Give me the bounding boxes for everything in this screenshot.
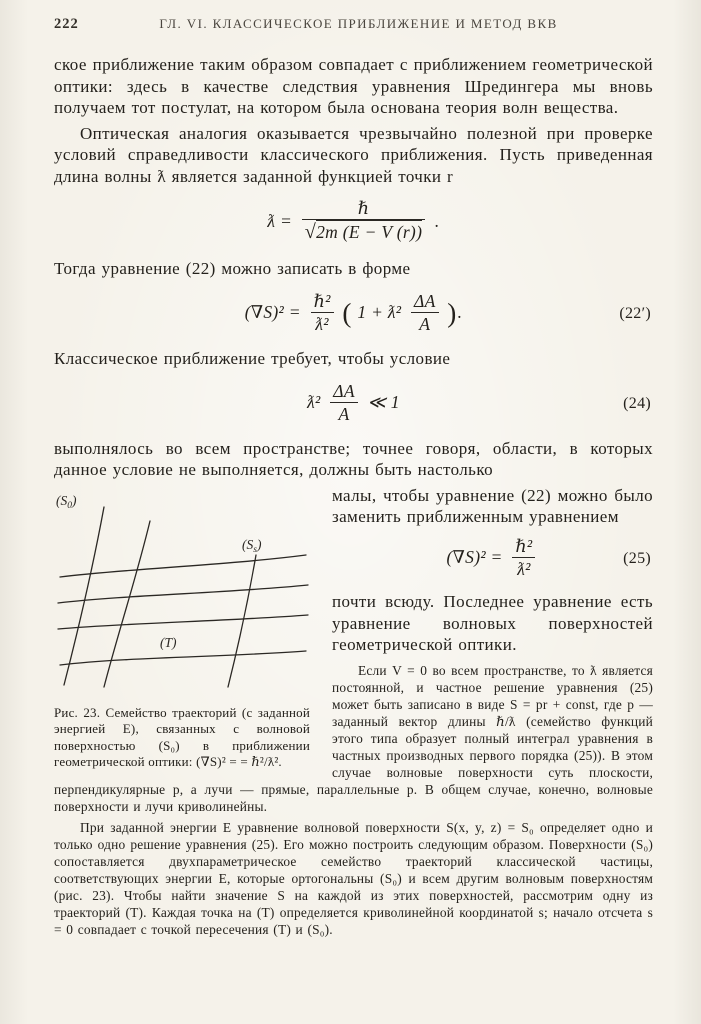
label-wave-surface-s0: $(S_0)$: [56, 492, 77, 511]
equation-period: .: [434, 211, 440, 232]
equation-reduced-wavelength: [54, 200, 653, 246]
figure-text-wrap: [54, 485, 653, 815]
fraction: [411, 291, 439, 334]
fraction-denominator: [302, 220, 425, 244]
paragraph-classical-condition: Классическое приближение требует, чтобы условие: [54, 349, 451, 369]
radical-sign: √: [304, 221, 317, 244]
fraction-numerator: ΔA: [411, 291, 439, 313]
chapter-title: ГЛ. VI. КЛАССИЧЕСКОЕ ПРИБЛИЖЕНИЕ И МЕТОД ВКВ: [159, 16, 558, 31]
equation-period: .: [457, 302, 463, 323]
wave-surface-middle-curve: [104, 521, 150, 687]
page-content: [54, 54, 653, 938]
paragraph-petit-v-zero: Если V = 0 во всем пространстве, то ƛ является постоянной, и частное решение уравнения (25) может быть записано в виде S = pr + const, где p — заданный вектор длины ℏ/ƛ (семейство функций этого типа образует полный интеграл уравнения в частных производных первого порядка (25)). В этом случае волновые поверхности суть плоскости, перпендикулярные p, а лучи — прямые, параллельные p. В общем случае, конечно, волновые поверхности и лучи криволинейны.: [54, 662, 653, 814]
fraction: [302, 198, 425, 244]
equation-lhs: (∇S)² =: [446, 547, 503, 568]
paragraph-fulfilled-everywhere: выполнялось во всем пространстве; точнее говоря, области, в которых данное условие не выполняется, должны быть настолько: [54, 438, 653, 480]
paragraph-optical-analogy: Оптическая аналогия оказывается чрезвычайно полезной при проверке условий справедливости классического приближения. Пусть приведенная длина волны ƛ является заданной функцией точки r: [54, 123, 653, 186]
wave-surface-s0-curve: [64, 507, 104, 685]
page-header: [54, 16, 653, 34]
equation-lhs: (∇S)² =: [244, 302, 301, 323]
paragraph-then-equation: Тогда уравнение (22) можно записать в форме: [54, 259, 411, 279]
fraction: [311, 291, 334, 334]
figure-23-drawing: [54, 491, 312, 693]
radicand: 2m (E − V (r)): [316, 222, 423, 243]
equation-lhs: ƛ =: [267, 211, 293, 232]
fraction-denominator: ƛ²: [517, 558, 531, 579]
trajectory-line-2: [58, 585, 308, 603]
equation-22-prime: [54, 290, 653, 336]
equation-25: [332, 538, 653, 581]
label-trajectory-t: (T): [160, 634, 177, 650]
trajectory-line-1: [60, 555, 306, 577]
paragraph-petit-given-energy: При заданной энергии E уравнение волновой поверхности S(x, y, z) = S₀ определяет одно и только одно решение уравнения (25). Его можно построить следующим образом. Поверхности (S₀) сопоставляется двухпараметрическое семейство траекторий классической частицы, соответствующих энергии E, которые ортогональны (S₀) и всем другим волновым поверхностям (рис. 23). Чтобы найти значение S на каждой из этих поверхностей, рассмотрим одну из траекторий (T). Каждая точка на (T) определяется криволинейной координатой s; начало отсчета s = 0 совпадает с точкой пересечения (T) и (S₀).: [54, 819, 653, 937]
figure-23: [54, 491, 316, 771]
page-number: 222: [54, 16, 79, 32]
label-wave-surface-ss: $(S_s)$: [242, 536, 262, 555]
equation-number-24: (24): [623, 395, 651, 413]
fraction-numerator: ℏ²: [311, 291, 334, 313]
trajectory-line-4: [60, 651, 306, 665]
paragraph-continuation: ское приближение таким образом совпадает с приближением геометрической оптики: здесь в качестве следствия уравнения Шредингера мы вновь получаем тот постулат, на котором была основана теория волн вещества.: [54, 55, 653, 117]
fraction: [512, 538, 535, 579]
fraction: [330, 381, 358, 424]
open-paren: (: [342, 297, 352, 328]
wave-surface-ss-curve: [228, 555, 256, 687]
trajectory-line-3: [58, 615, 308, 629]
fraction-numerator: ℏ: [302, 198, 425, 220]
fraction-numerator: ℏ²: [512, 538, 535, 558]
paragraph-small-regions: малы, чтобы уравнение (22) можно было заменить приближенным уравнением: [332, 485, 653, 527]
figure-curves: [58, 507, 308, 687]
equation-tail: ≪ 1: [367, 392, 400, 413]
equation-24: [54, 380, 653, 426]
fraction-numerator: ΔA: [330, 381, 358, 403]
equation-number-25: (25): [623, 550, 651, 568]
equation-number-22prime: (22′): [619, 305, 651, 323]
fraction-denominator: A: [338, 403, 350, 424]
paragraph-almost-everywhere: почти всюду. Последнее уравнение есть уравнение волновых поверхностей геометрической оптики.: [332, 592, 653, 655]
fraction-denominator: ƛ²: [315, 313, 329, 334]
close-paren: ): [447, 297, 457, 328]
equation-lead: ƛ²: [307, 392, 321, 413]
figure-caption: Рис. 23. Семейство траекторий (с заданной энергией E), связанных с волновой поверхностью (S₀) в приближении геометрической оптики: (∇S)² = = ℏ²/ƛ².: [54, 704, 310, 770]
equation-middle: 1 + ƛ²: [357, 302, 402, 323]
fraction-denominator: A: [419, 313, 431, 334]
